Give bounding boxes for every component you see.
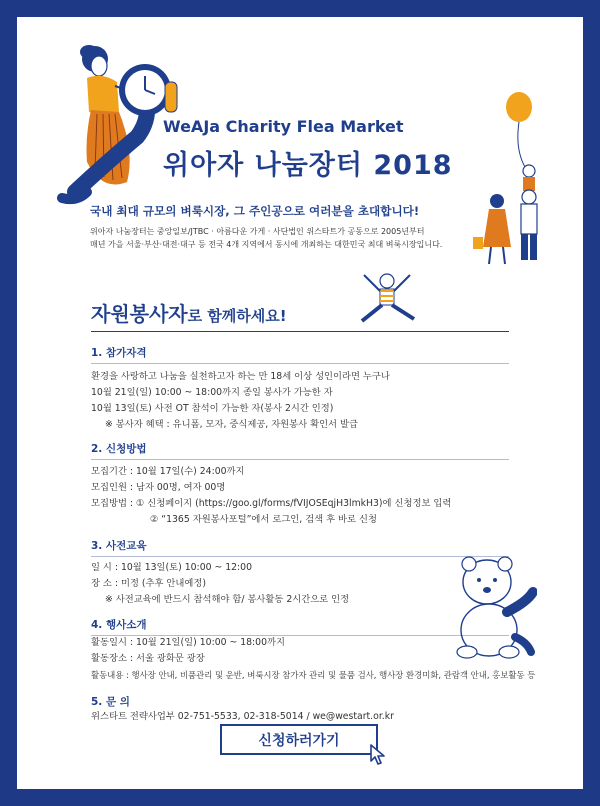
section-eligibility-title: 1. 참가자격 [91, 347, 147, 359]
intro-line-1: 위아자 나눔장터는 중앙일보/JTBC · 아름다운 가게 · 사단법인 위스타트가 공동으로 2005년부터 [90, 227, 425, 236]
event-datetime: 활동일시 : 10월 21일(일) 10:00 ~ 18:00까지 [91, 637, 285, 648]
section-apply-title: 2. 신청방법 [91, 443, 147, 455]
section-divider [91, 459, 509, 460]
intro-headline: 국내 최대 규모의 벼룩시장, 그 주인공으로 여러분을 초대합니다! [90, 204, 420, 218]
eligibility-line-1: 환경을 사랑하고 나눔을 실천하고자 하는 만 18세 이상 성인이라면 누구나 [91, 371, 390, 382]
hand-cursor-icon [369, 743, 389, 767]
family-with-balloon-illustration [437, 89, 557, 269]
bear-mascot-illustration [447, 552, 537, 662]
event-subtitle: WeAJa Charity Flea Market [163, 117, 404, 136]
poster [17, 17, 583, 789]
apply-method-1: 모집방법 : ① 신청페이지 (https://goo.gl/forms/fVIJOSEqjH3lmkH3)에 신청정보 입력 [91, 498, 452, 509]
apply-button[interactable] [220, 724, 378, 755]
volunteer-heading-rest: 로 함께하세요! [187, 307, 287, 325]
event-activities: 활동내용 : 행사장 안내, 비품관리 및 운반, 벼룩시장 참가자 관리 및 물품 검사, 행사장 환경미화, 관람객 안내, 홍보활동 등 [91, 670, 536, 680]
intro-line-2: 매년 가을 서울·부산·대전·대구 등 전국 4개 지역에서 동시에 개최하는 대한민국 최대 벼룩시장입니다. [90, 240, 443, 249]
volunteer-heading-strong: 자원봉사자 [91, 302, 188, 326]
jumping-volunteer-illustration [352, 269, 422, 329]
eligibility-line-2: 10월 21일(일) 10:00 ~ 18:00까지 종일 봉사가 가능한 자 [91, 387, 333, 398]
orientation-place: 장 소 : 미정 (추후 안내예정) [91, 578, 206, 589]
section-divider [91, 363, 509, 364]
contact-info: 위스타트 전략사업부 02-751-5533, 02-318-5014 / we@westart.or.kr [91, 711, 394, 722]
volunteer-heading [91, 298, 287, 327]
orientation-datetime: 일 시 : 10월 13일(토) 10:00 ~ 12:00 [91, 562, 253, 573]
apply-period: 모집기간 : 10월 17일(수) 24:00까지 [91, 466, 245, 477]
event-title: 위아자 나눔장터 2018 [163, 150, 453, 181]
event-place: 활동장소 : 서울 광화문 광장 [91, 653, 205, 664]
eligibility-benefits: ※ 봉사자 혜택 : 유니폼, 모자, 중식제공, 자원봉사 확인서 발급 [105, 419, 358, 430]
orientation-note: ※ 사전교육에 반드시 참석해야 함/ 봉사활동 2시간으로 인정 [105, 594, 350, 605]
section-orientation-title: 3. 사전교육 [91, 540, 147, 552]
apply-headcount: 모집인원 : 남자 00명, 여자 00명 [91, 482, 226, 493]
section-event-title: 4. 행사소개 [91, 619, 147, 631]
heading-divider [91, 331, 509, 332]
section-contact-title: 5. 문 의 [91, 696, 130, 708]
apply-button-label: 신청하러가기 [258, 732, 340, 749]
eligibility-line-3: 10월 13일(토) 사전 OT 참석이 가능한 자(봉사 2시간 인정) [91, 403, 334, 414]
apply-method-2: ② “1365 자원봉사포털”에서 로그인, 검색 후 바로 신청 [150, 514, 377, 525]
